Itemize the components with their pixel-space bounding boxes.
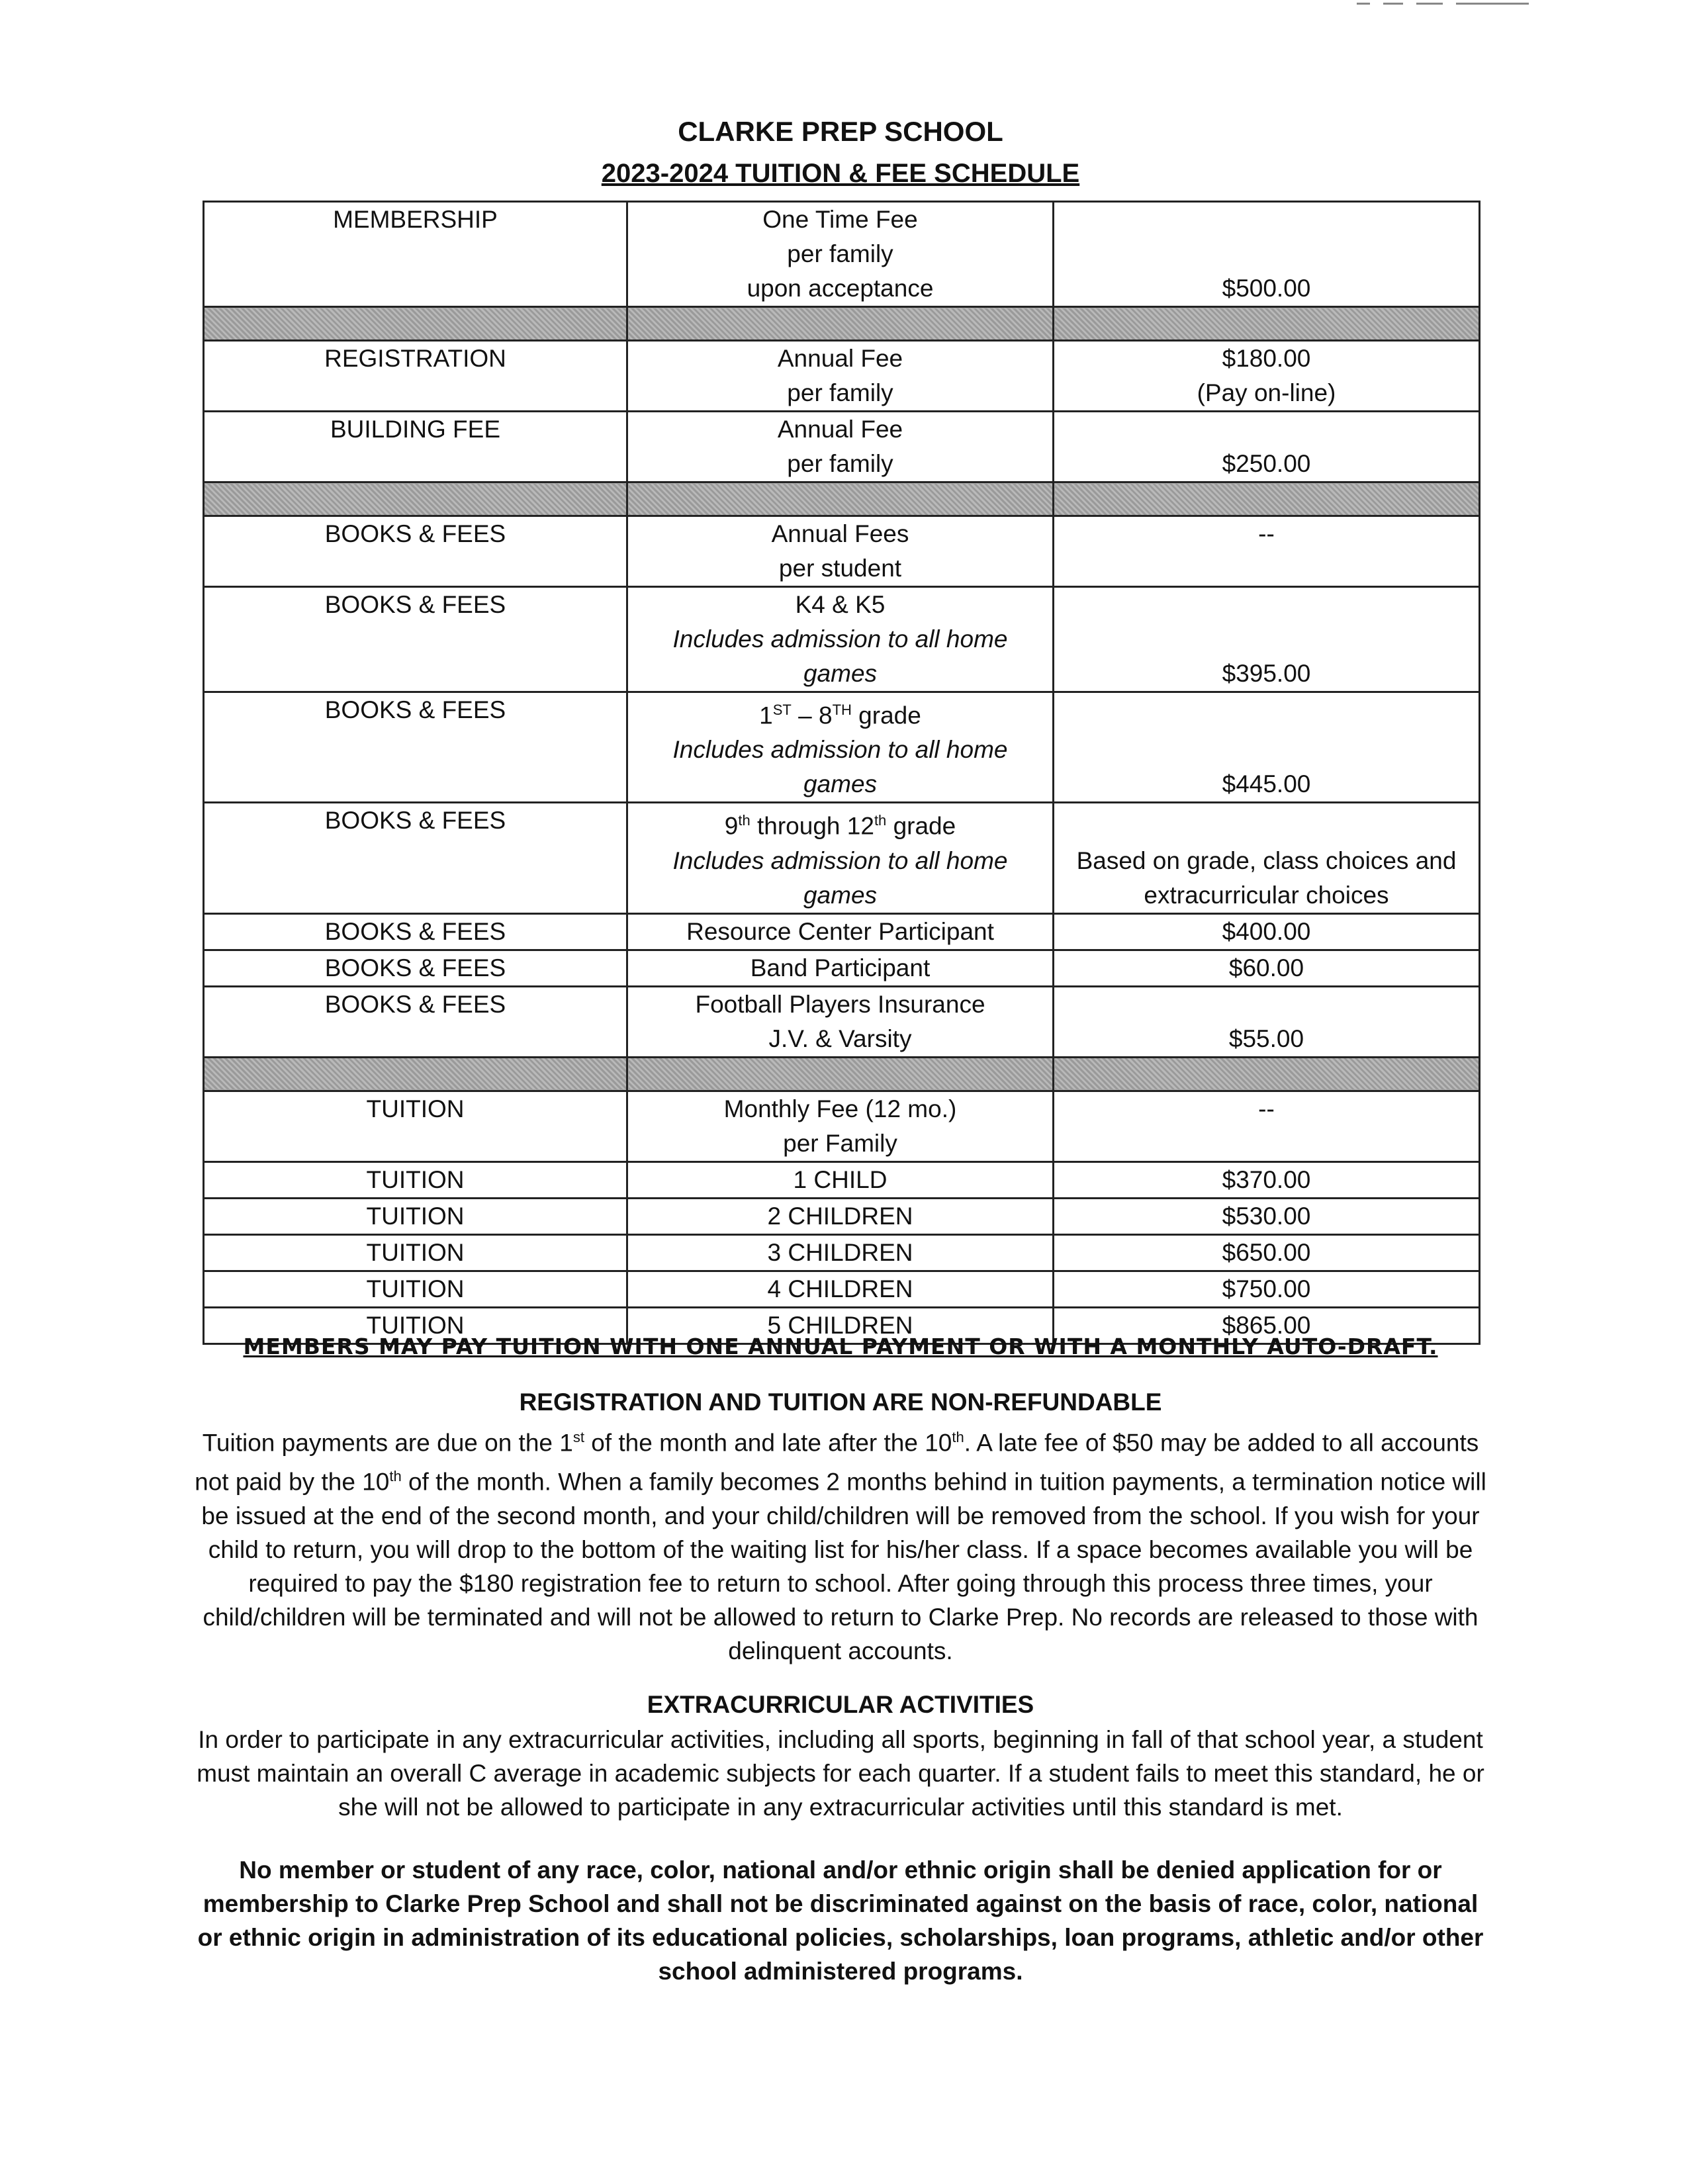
- grade-range: 1ST – 8TH grade: [759, 702, 921, 729]
- table-row-books-band: [204, 950, 1480, 986]
- amount-cell: $395.00: [1054, 587, 1480, 692]
- grade-range: 9th through 12th grade: [724, 812, 956, 840]
- amount-cell: $445.00: [1054, 692, 1480, 803]
- category-cell: BOOKS & FEES: [204, 587, 627, 692]
- category-cell: BOOKS & FEES: [204, 516, 627, 587]
- description-cell: [627, 587, 1054, 692]
- nondiscrimination-statement: No member or student of any race, color, national and/or ethnic origin shall be denied application for or membership to Clarke Prep School and shall not be discriminated against on the basis of race, color, national or ethnic origin in administration of its educational policies, scholarships, loan programs, athletic and/or other school administered programs.: [197, 1856, 1484, 1985]
- table-row-registration: [204, 341, 1480, 412]
- description-cell: [627, 1091, 1054, 1161]
- amount-cell: $250.00: [1054, 412, 1480, 482]
- description-line: per student: [778, 555, 902, 582]
- amount-cell: $650.00: [1054, 1234, 1480, 1271]
- description-cell: [627, 516, 1054, 587]
- description-line: Annual Fees: [771, 520, 909, 547]
- admission-note: Includes admission to all home games: [672, 625, 1008, 687]
- scan-corner-marks: [1357, 0, 1569, 7]
- description-line: Annual Fee: [777, 416, 903, 443]
- members-payment-note: MEMBERS MAY PAY TUITION WITH ONE ANNUAL PAYMENT OR WITH A MONTHLY AUTO-DRAFT.: [243, 1334, 1438, 1359]
- children-cell: 2 CHILDREN: [627, 1198, 1054, 1234]
- refund-policy-paragraph: Tuition payments are due on the 1st of the month and late after the 10th. A late fee of $50 may be added to all accounts not paid by the 10th of the month. When a family becomes 2 months behind in tuition payments, a termination notice will be issued at the end of the second month, and your child/children will be removed from the school. If you wish for your child to return, you will drop to the bottom of the waiting list for his/her class. If a space becomes available you will be required to pay the $180 registration fee to return to school. After going through this process three times, your child/children will be terminated and will not be allowed to return to Clarke Prep. No records are released to those with delinquent accounts.: [195, 1429, 1486, 1664]
- amount-cell: [1054, 803, 1480, 913]
- amount-value: $180.00: [1222, 345, 1311, 372]
- description-cell: [627, 341, 1054, 412]
- description-cell: [627, 692, 1054, 803]
- description-line: per family: [787, 240, 893, 267]
- amount-line: extracurricular choices: [1144, 881, 1389, 909]
- description-line: One Time Fee: [762, 206, 918, 233]
- category-cell: BOOKS & FEES: [204, 692, 627, 803]
- description-line: per Family: [783, 1129, 897, 1157]
- amount-cell: --: [1054, 516, 1480, 587]
- category-cell: TUITION: [204, 1234, 627, 1271]
- category-cell: REGISTRATION: [204, 341, 627, 412]
- description-cell: Band Participant: [627, 950, 1054, 986]
- description-cell: [627, 412, 1054, 482]
- description-line: upon acceptance: [747, 275, 934, 302]
- children-cell: 5 CHILDREN: [627, 1307, 1054, 1343]
- category-cell: BOOKS & FEES: [204, 803, 627, 913]
- amount-cell: [1054, 341, 1480, 412]
- table-row-membership: [204, 202, 1480, 307]
- school-name: CLARKE PREP SCHOOL: [678, 116, 1003, 147]
- table-row-books-annual: [204, 516, 1480, 587]
- category-cell: TUITION: [204, 1091, 627, 1161]
- table-row-books-k4-k5: [204, 587, 1480, 692]
- amount-cell: $865.00: [1054, 1307, 1480, 1343]
- table-row-tuition: [204, 1234, 1480, 1271]
- description-line: per family: [787, 450, 893, 477]
- table-row-tuition: [204, 1161, 1480, 1198]
- category-cell: TUITION: [204, 1198, 627, 1234]
- description-cell: [627, 986, 1054, 1057]
- extracurricular-paragraph: In order to participate in any extracurricular activities, including all sports, beginning in fall of that school year, a student must maintain an overall C average in academic subjects for each quarter. If a student fails to meet this standard, he or she will not be allowed to participate in any extracurricular activities until this standard is met.: [197, 1726, 1484, 1821]
- description-cell: Resource Center Participant: [627, 913, 1054, 950]
- table-separator: [204, 482, 1480, 516]
- amount-cell: $400.00: [1054, 913, 1480, 950]
- category-cell: TUITION: [204, 1307, 627, 1343]
- fee-schedule-table: [203, 201, 1480, 1345]
- table-row-books-football: [204, 986, 1480, 1057]
- description-cell: [627, 803, 1054, 913]
- amount-cell: $750.00: [1054, 1271, 1480, 1307]
- description-line: J.V. & Varsity: [768, 1024, 912, 1052]
- amount-cell: $530.00: [1054, 1198, 1480, 1234]
- category-cell: BOOKS & FEES: [204, 986, 627, 1057]
- category-cell: TUITION: [204, 1271, 627, 1307]
- amount-cell: $60.00: [1054, 950, 1480, 986]
- schedule-title: 2023-2024 TUITION & FEE SCHEDULE: [601, 159, 1080, 188]
- children-cell: 3 CHILDREN: [627, 1234, 1054, 1271]
- category-cell: BUILDING FEE: [204, 412, 627, 482]
- description-line: Monthly Fee (12 mo.): [723, 1095, 957, 1122]
- description-line: Annual Fee: [777, 345, 903, 372]
- description-line: Football Players Insurance: [695, 990, 985, 1018]
- description-line: K4 & K5: [795, 591, 886, 618]
- admission-note: Includes admission to all home games: [672, 846, 1008, 909]
- table-row-books-9-12: [204, 803, 1480, 913]
- amount-note: (Pay on-line): [1197, 379, 1336, 406]
- children-cell: 1 CHILD: [627, 1161, 1054, 1198]
- amount-cell: $55.00: [1054, 986, 1480, 1057]
- amount-cell: --: [1054, 1091, 1480, 1161]
- table-row-tuition: [204, 1198, 1480, 1234]
- table-row-tuition: [204, 1271, 1480, 1307]
- table-separator: [204, 307, 1480, 341]
- category-cell: BOOKS & FEES: [204, 950, 627, 986]
- category-cell: BOOKS & FEES: [204, 913, 627, 950]
- extracurricular-heading: EXTRACURRICULAR ACTIVITIES: [647, 1691, 1034, 1718]
- amount-line: Based on grade, class choices and: [1076, 846, 1457, 874]
- description-line: per family: [787, 379, 893, 406]
- table-row-tuition-monthly: [204, 1091, 1480, 1161]
- amount-cell: $370.00: [1054, 1161, 1480, 1198]
- description-cell: [627, 202, 1054, 307]
- refund-heading: REGISTRATION AND TUITION ARE NON-REFUNDABLE: [519, 1388, 1162, 1416]
- children-cell: 4 CHILDREN: [627, 1271, 1054, 1307]
- amount-cell: $500.00: [1054, 202, 1480, 307]
- table-row-building-fee: [204, 412, 1480, 482]
- category-cell: MEMBERSHIP: [204, 202, 627, 307]
- admission-note: Includes admission to all home games: [672, 736, 1008, 798]
- table-row-books-1-8: [204, 692, 1480, 803]
- category-cell: TUITION: [204, 1161, 627, 1198]
- table-row-books-resource: [204, 913, 1480, 950]
- table-separator: [204, 1057, 1480, 1091]
